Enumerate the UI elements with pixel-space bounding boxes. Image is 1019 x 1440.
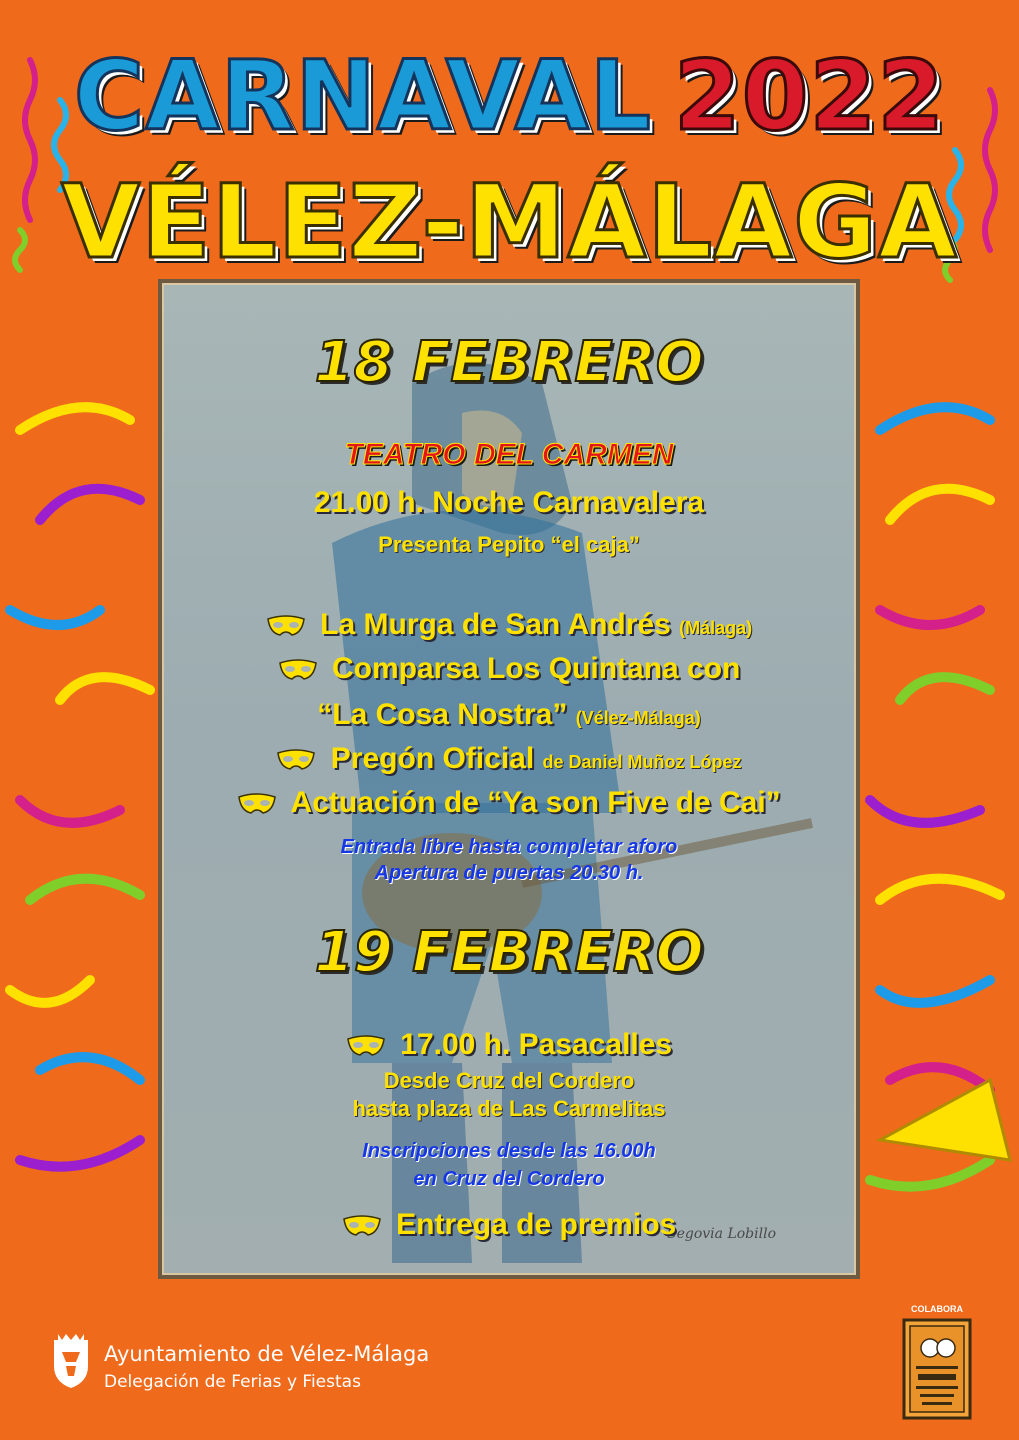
title-city: VÉLEZ-MÁLAGA xyxy=(61,163,958,282)
day1-date: 18 FEBRERO xyxy=(314,330,704,395)
footer-org-dept: Delegación de Ferias y Fiestas xyxy=(104,1372,361,1392)
day2-route-1: Desde Cruz del Cordero xyxy=(383,1068,635,1093)
footer-org-name: Ayuntamiento de Vélez-Málaga xyxy=(104,1342,430,1366)
day2-awards xyxy=(162,1208,856,1242)
day2-awards-text: Entrega de premios xyxy=(396,1208,677,1241)
item-4-main: Pregón Oficial xyxy=(330,742,535,775)
day2-event xyxy=(162,1028,856,1062)
title-carnaval: CARNAVAL xyxy=(73,40,652,152)
day1-item-2 xyxy=(162,652,856,686)
day1-item-5 xyxy=(162,786,856,820)
painting-panel xyxy=(162,283,856,1275)
day1-item-4 xyxy=(162,742,856,776)
day1-item-3 xyxy=(162,698,856,732)
pena-axarquia-logo xyxy=(902,1318,972,1420)
day1-presenter: Presenta Pepito “el caja” xyxy=(378,532,640,557)
item-4-extra: de Daniel Muñoz López xyxy=(542,752,742,772)
day2-note-1: Inscripciones desde las 16.00h xyxy=(362,1140,656,1162)
carnival-mask-icon xyxy=(346,1035,386,1057)
colabora-label: COLABORA xyxy=(911,1304,963,1314)
item-1-main: La Murga de San Andrés xyxy=(320,608,671,641)
day2-date: 19 FEBRERO xyxy=(314,920,704,985)
carnival-mask-icon xyxy=(342,1215,382,1237)
day1-item-1 xyxy=(162,608,856,642)
item-3-extra: (Vélez-Málaga) xyxy=(575,708,701,728)
carnival-mask-icon xyxy=(266,615,306,637)
day2-event-text: 17.00 h. Pasacalles xyxy=(400,1028,673,1061)
day1-venue: TEATRO DEL CARMEN xyxy=(344,438,674,471)
day1-main-event: 21.00 h. Noche Carnavalera xyxy=(313,486,705,519)
day2-route-2: hasta plaza de Las Carmelitas xyxy=(352,1096,666,1121)
item-2-main: Comparsa Los Quintana con xyxy=(331,652,741,685)
title-line-1 xyxy=(0,40,1019,152)
svg-text:Segovia Lobillo: Segovia Lobillo xyxy=(667,1226,776,1242)
ayuntamiento-crest-icon xyxy=(48,1330,94,1390)
item-3-main: “La Cosa Nostra” xyxy=(317,698,568,731)
title-year: 2022 xyxy=(673,40,946,152)
carnival-mask-icon xyxy=(278,659,318,681)
painting-guitarist-image xyxy=(162,283,856,1275)
item-5-main: Actuación de “Ya son Five de Cai” xyxy=(290,786,781,819)
carnival-mask-icon xyxy=(276,749,316,771)
day1-note-1: Entrada libre hasta completar aforo xyxy=(340,836,678,858)
day1-note-2: Apertura de puertas 20.30 h. xyxy=(374,862,644,884)
day2-note-2: en Cruz del Cordero xyxy=(413,1168,605,1190)
carnival-mask-icon xyxy=(237,793,277,815)
item-1-extra: (Málaga) xyxy=(679,618,753,638)
